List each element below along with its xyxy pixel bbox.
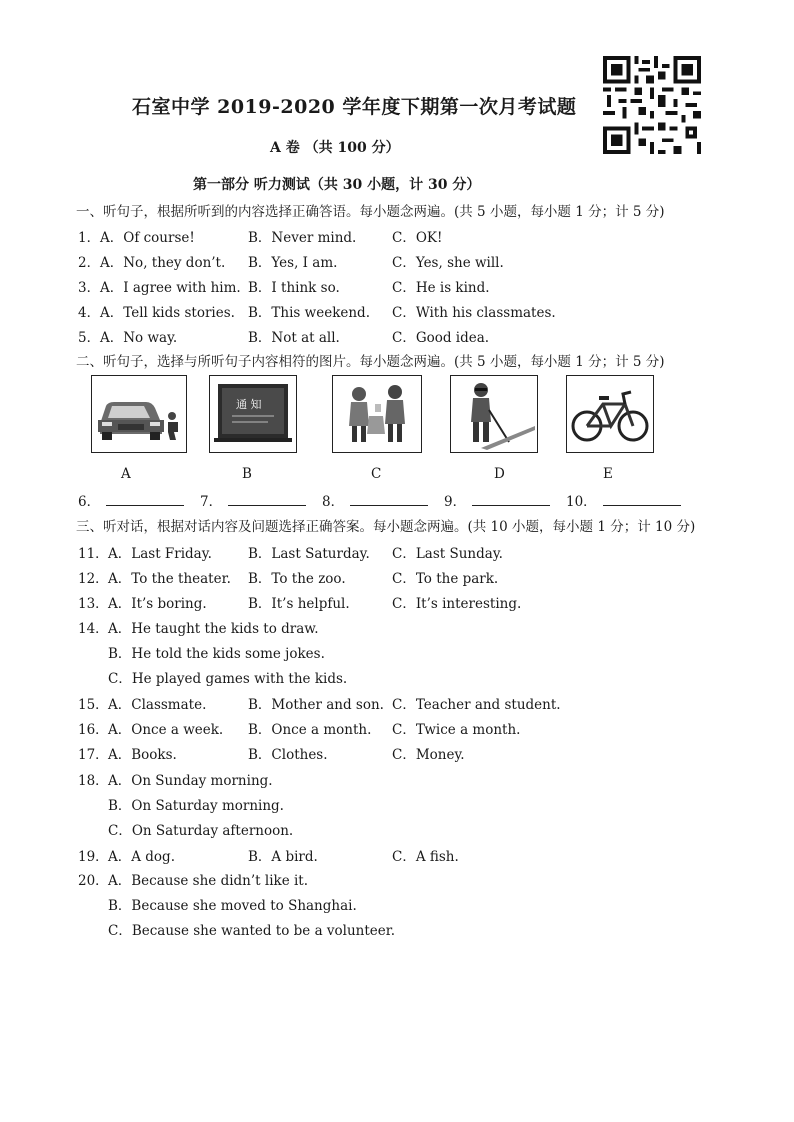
picture-b-notice-board-icon	[209, 375, 297, 453]
picture-label-b: B	[242, 466, 252, 482]
option-c: C．He is kind.	[392, 280, 490, 296]
answer-line	[106, 493, 184, 506]
picture-a-car-icon	[91, 375, 187, 453]
question-number: 11．	[78, 546, 109, 562]
blank-number: 9．	[444, 494, 467, 510]
picture-d-blind-man-icon	[450, 375, 538, 453]
option-a: A．Last Friday.	[108, 546, 212, 562]
option-a: A．He taught the kids to draw.	[108, 621, 319, 637]
section1-instruction: 一、听句子，根据所听到的内容选择正确答语。每小题念两遍。(共 5 小题，每小题 1 分；计 5 分)	[76, 204, 665, 220]
option-b: B．Once a month.	[248, 722, 372, 738]
option-b: B．Yes, I am.	[248, 255, 338, 271]
question-number: 12．	[78, 571, 109, 587]
question-number: 4．	[78, 305, 101, 321]
question-number: 18．	[78, 773, 109, 789]
picture-e-bicycle-icon	[566, 375, 654, 453]
option-c: C．He played games with the kids.	[108, 671, 348, 687]
answer-line	[603, 493, 681, 506]
picture-label-a: A	[121, 466, 131, 482]
question-number: 14．	[78, 621, 109, 637]
option-a: A．Because she didn’t like it.	[108, 873, 309, 889]
blank-number: 6．	[78, 494, 101, 510]
option-c: C．It’s interesting.	[392, 596, 522, 612]
blank-number: 10．	[566, 494, 597, 510]
option-a: A．I agree with him.	[100, 280, 241, 296]
option-a: A．Once a week.	[108, 722, 224, 738]
option-b: B．Because she moved to Shanghai.	[108, 898, 357, 914]
picture-label-d: D	[494, 466, 505, 482]
option-b: B．He told the kids some jokes.	[108, 646, 325, 662]
option-b: B．To the zoo.	[248, 571, 346, 587]
option-c: C．With his classmates.	[392, 305, 556, 321]
option-b: B．On Saturday morning.	[108, 798, 284, 814]
option-c: C．Teacher and student.	[392, 697, 561, 713]
option-b: B．Clothes.	[248, 747, 328, 763]
option-a: A．A dog.	[108, 849, 175, 865]
question-number: 19．	[78, 849, 109, 865]
qr-code-icon	[603, 56, 701, 154]
question-number: 15．	[78, 697, 109, 713]
section3-instruction: 三、听对话，根据对话内容及问题选择正确答案。每小题念两遍。(共 10 小题，每小题 1 分；计 10 分)	[76, 519, 696, 535]
option-b: B．A bird.	[248, 849, 318, 865]
part-heading: 第一部分 听力测试（共 30 小题，计 30 分）	[193, 177, 481, 193]
option-b: B．Last Saturday.	[248, 546, 370, 562]
answer-line	[228, 493, 306, 506]
page-title: 石室中学 2019-2020 学年度下期第一次月考试题	[132, 96, 577, 118]
answer-line	[472, 493, 550, 506]
option-a: A．No way.	[100, 330, 178, 346]
blank-number: 8．	[322, 494, 345, 510]
answer-blank-10[interactable]	[566, 490, 681, 510]
option-a: A．No, they don’t.	[100, 255, 226, 271]
option-c: C．Because she wanted to be a volunteer.	[108, 923, 396, 939]
question-number: 20．	[78, 873, 109, 889]
notice-text: 通 知	[236, 398, 262, 411]
picture-label-e: E	[603, 466, 613, 482]
question-number: 17．	[78, 747, 109, 763]
question-number: 5．	[78, 330, 101, 346]
option-b: B．Mother and son.	[248, 697, 384, 713]
option-a: A．Tell kids stories.	[100, 305, 235, 321]
option-c: C．Last Sunday.	[392, 546, 503, 562]
option-c: C．Money.	[392, 747, 465, 763]
option-c: C．On Saturday afternoon.	[108, 823, 294, 839]
option-b: B．Not at all.	[248, 330, 340, 346]
option-b: B．It’s helpful.	[248, 596, 350, 612]
question-number: 16．	[78, 722, 109, 738]
question-number: 13．	[78, 596, 109, 612]
option-c: C．A fish.	[392, 849, 459, 865]
option-c: C．Good idea.	[392, 330, 490, 346]
answer-blank-8[interactable]	[322, 490, 428, 510]
answer-blank-9[interactable]	[444, 490, 550, 510]
option-b: B．This weekend.	[248, 305, 370, 321]
option-c: C．OK!	[392, 230, 443, 246]
answer-blank-6[interactable]	[78, 490, 184, 510]
option-a: A．On Sunday morning.	[108, 773, 273, 789]
option-a: A．To the theater.	[108, 571, 231, 587]
picture-c-kids-cleaning-icon	[332, 375, 422, 453]
answer-blank-7[interactable]	[200, 490, 306, 510]
option-b: B．I think so.	[248, 280, 340, 296]
volume-label: A 卷 （共 100 分）	[270, 140, 400, 156]
option-a: A．Classmate.	[108, 697, 207, 713]
option-a: A．Books.	[108, 747, 177, 763]
question-number: 3．	[78, 280, 101, 296]
option-c: C．To the park.	[392, 571, 499, 587]
section2-instruction: 二、听句子，选择与所听句子内容相符的图片。每小题念两遍。(共 5 小题，每小题 1 分；计 5 分)	[76, 354, 665, 370]
option-c: C．Yes, she will.	[392, 255, 504, 271]
picture-label-c: C	[371, 466, 382, 482]
option-b: B．Never mind.	[248, 230, 357, 246]
answer-line	[350, 493, 428, 506]
option-a: A．It’s boring.	[108, 596, 207, 612]
blank-number: 7．	[200, 494, 223, 510]
question-number: 1．	[78, 230, 101, 246]
option-c: C．Twice a month.	[392, 722, 521, 738]
option-a: A．Of course!	[100, 230, 195, 246]
question-number: 2．	[78, 255, 101, 271]
